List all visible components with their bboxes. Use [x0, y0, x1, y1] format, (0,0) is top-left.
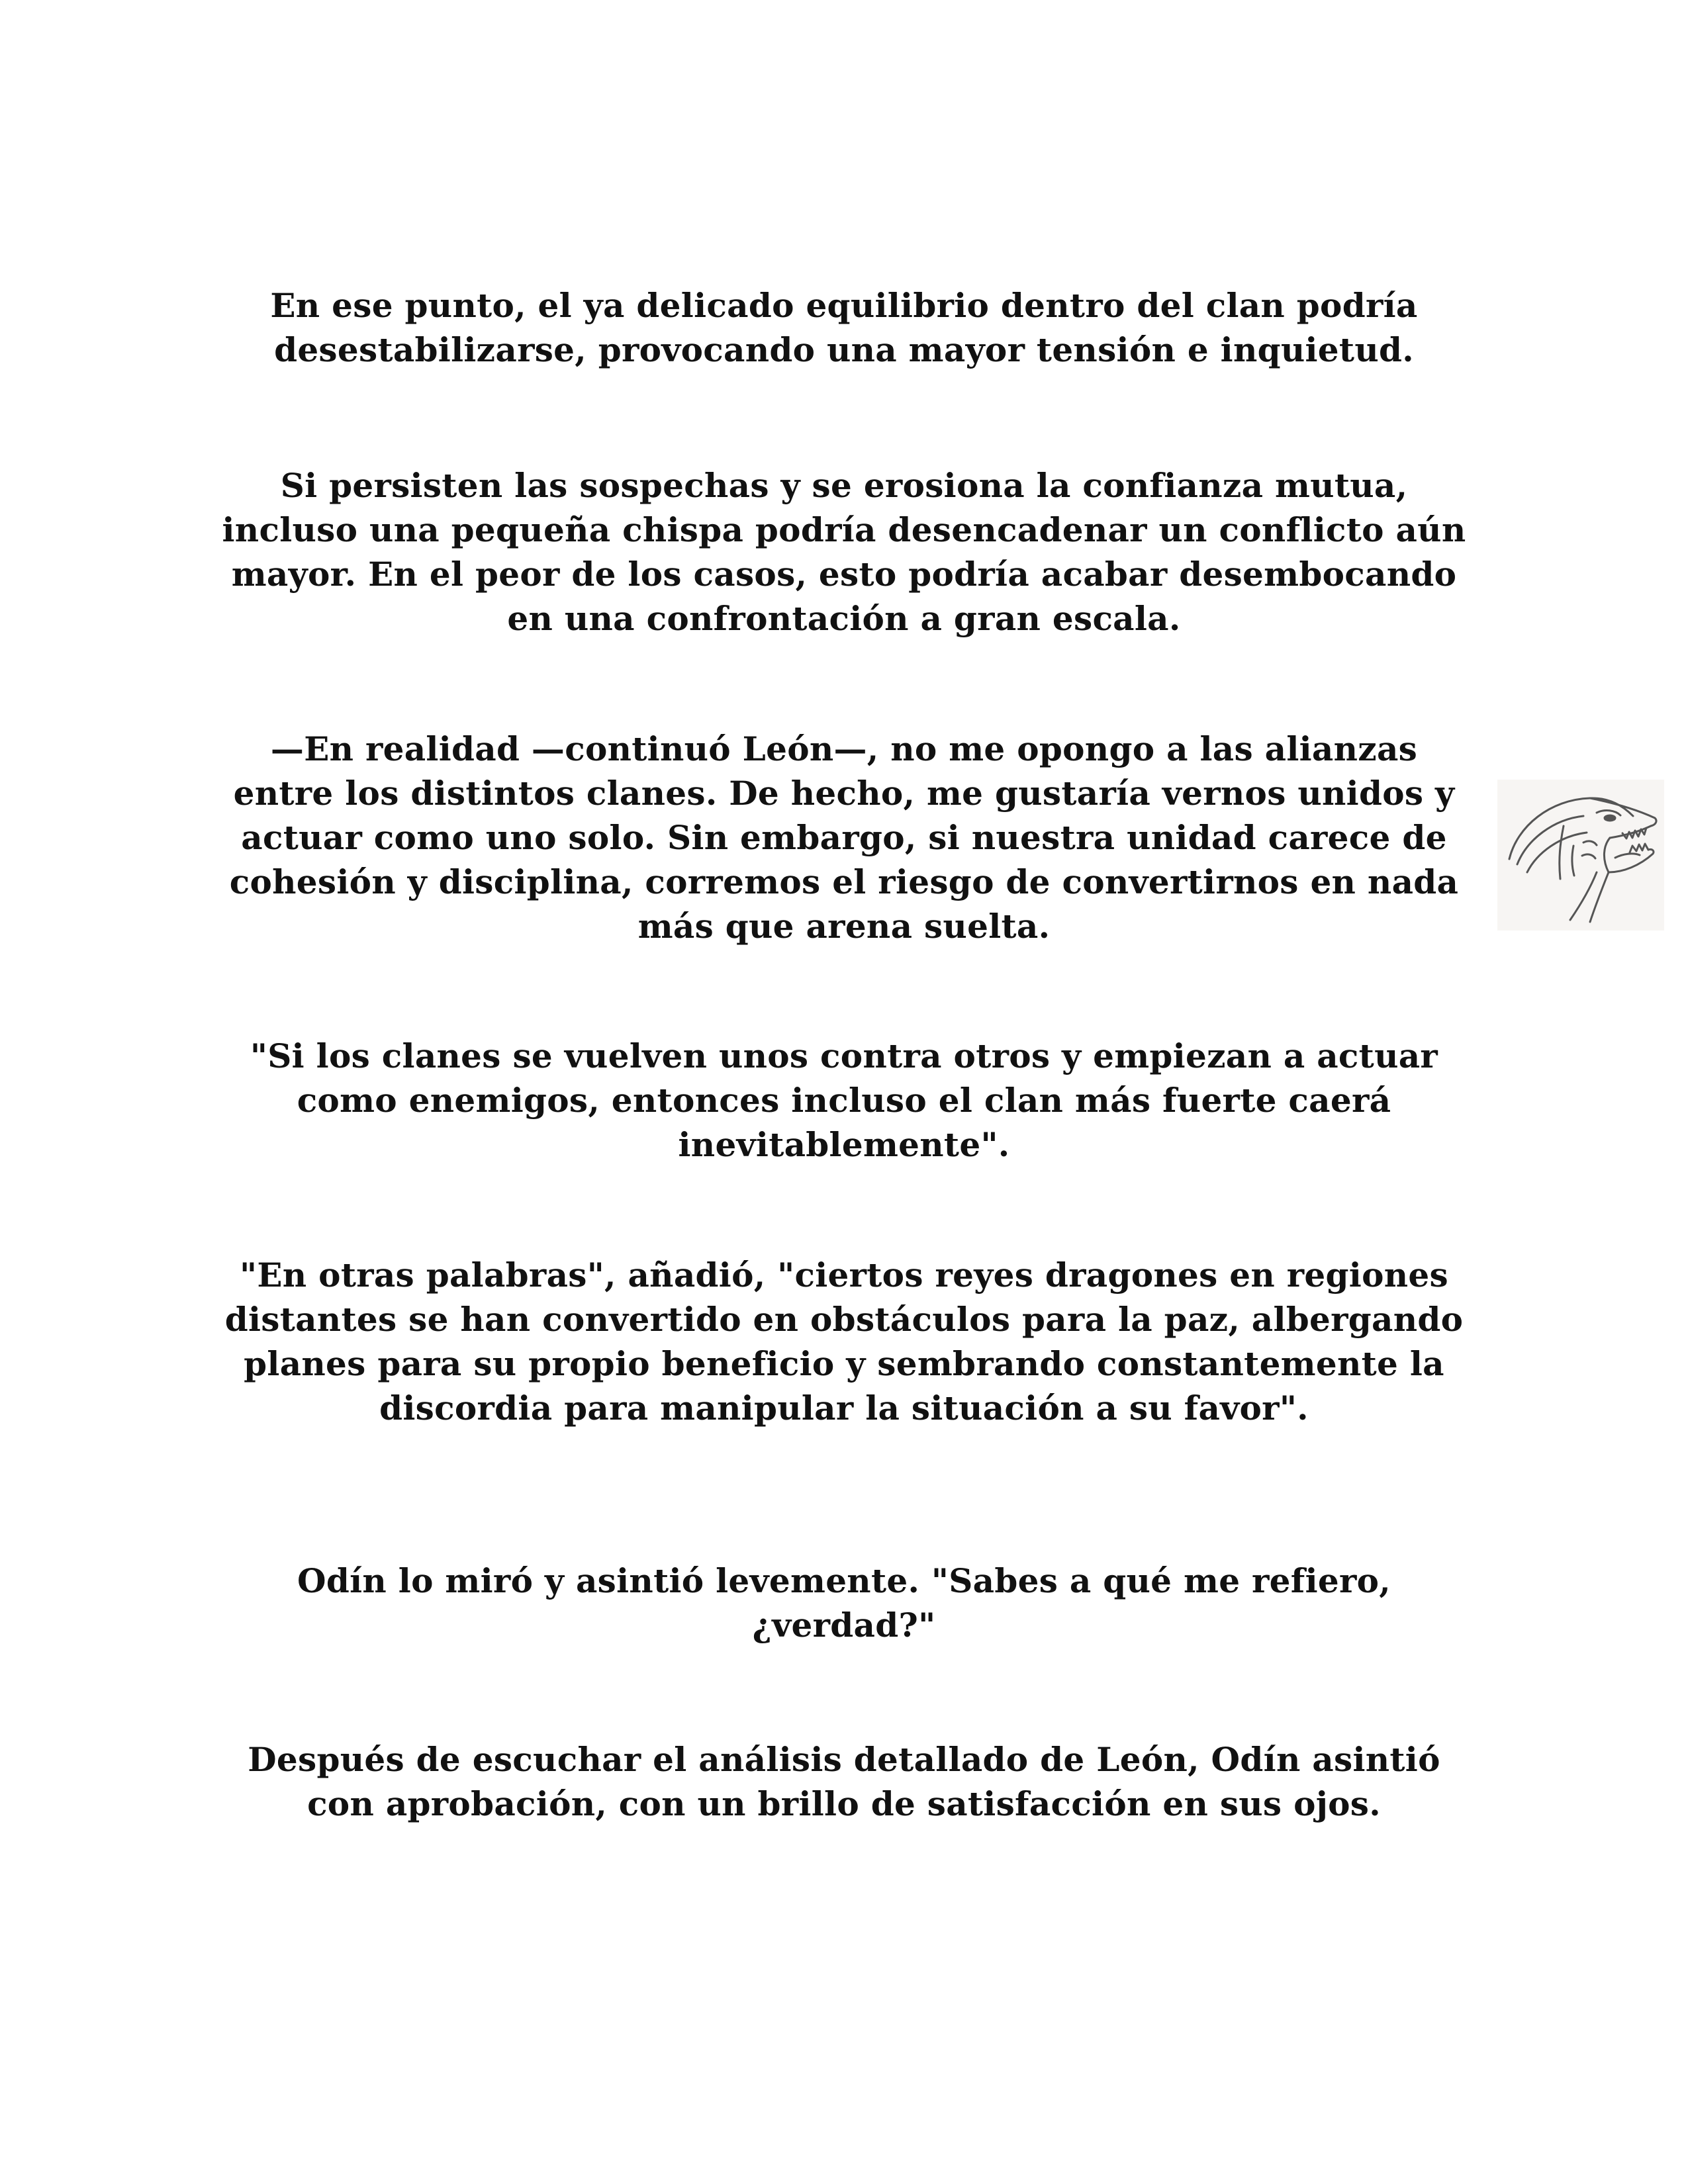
paragraph-5: "En otras palabras", añadió, "ciertos reyes dragones en regiones distantes se han convertido en obstáculos para la paz, albergando planes para su propio beneficio y sembrando constantemente la discordia para manipular la situación a su favor".: [224, 1255, 1464, 1428]
paragraph-2: Si persisten las sospechas y se erosiona la confianza mutua, incluso una pequeña chispa podría desencadenar un conflicto aún mayor. En el peor de los casos, esto podría acabar desembocando en una confrontación a gran escala.: [222, 466, 1466, 638]
paragraph-7: Después de escuchar el análisis detallado de León, Odín asintió con aprobación, con un brillo de satisfacción en sus ojos.: [248, 1740, 1440, 1823]
paragraph-1: En ese punto, el ya delicado equilibrio dentro del clan podría desestabilizarse, provocando una mayor tensión e inquietud.: [270, 286, 1418, 369]
paragraph-6: Odín lo miró y asintió levemente. "Sabes a qué me refiero, ¿verdad?": [297, 1561, 1391, 1645]
dragon-head-sketch-icon: [1497, 780, 1664, 931]
paragraph-4: "Si los clanes se vuelven unos contra otros y empiezan a actuar como enemigos, entonces incluso el clan más fuerte caerá inevitablemente".: [250, 1036, 1438, 1164]
paragraph-3: —En realidad —continuó León—, no me opongo a las alianzas entre los distintos clanes. De hecho, me gustaría vernos unidos y actuar como uno solo. Sin embargo, si nuestra unidad carece de cohesión y disciplina, corremos el riesgo de convertirnos en nada más que arena suelta.: [229, 729, 1459, 946]
